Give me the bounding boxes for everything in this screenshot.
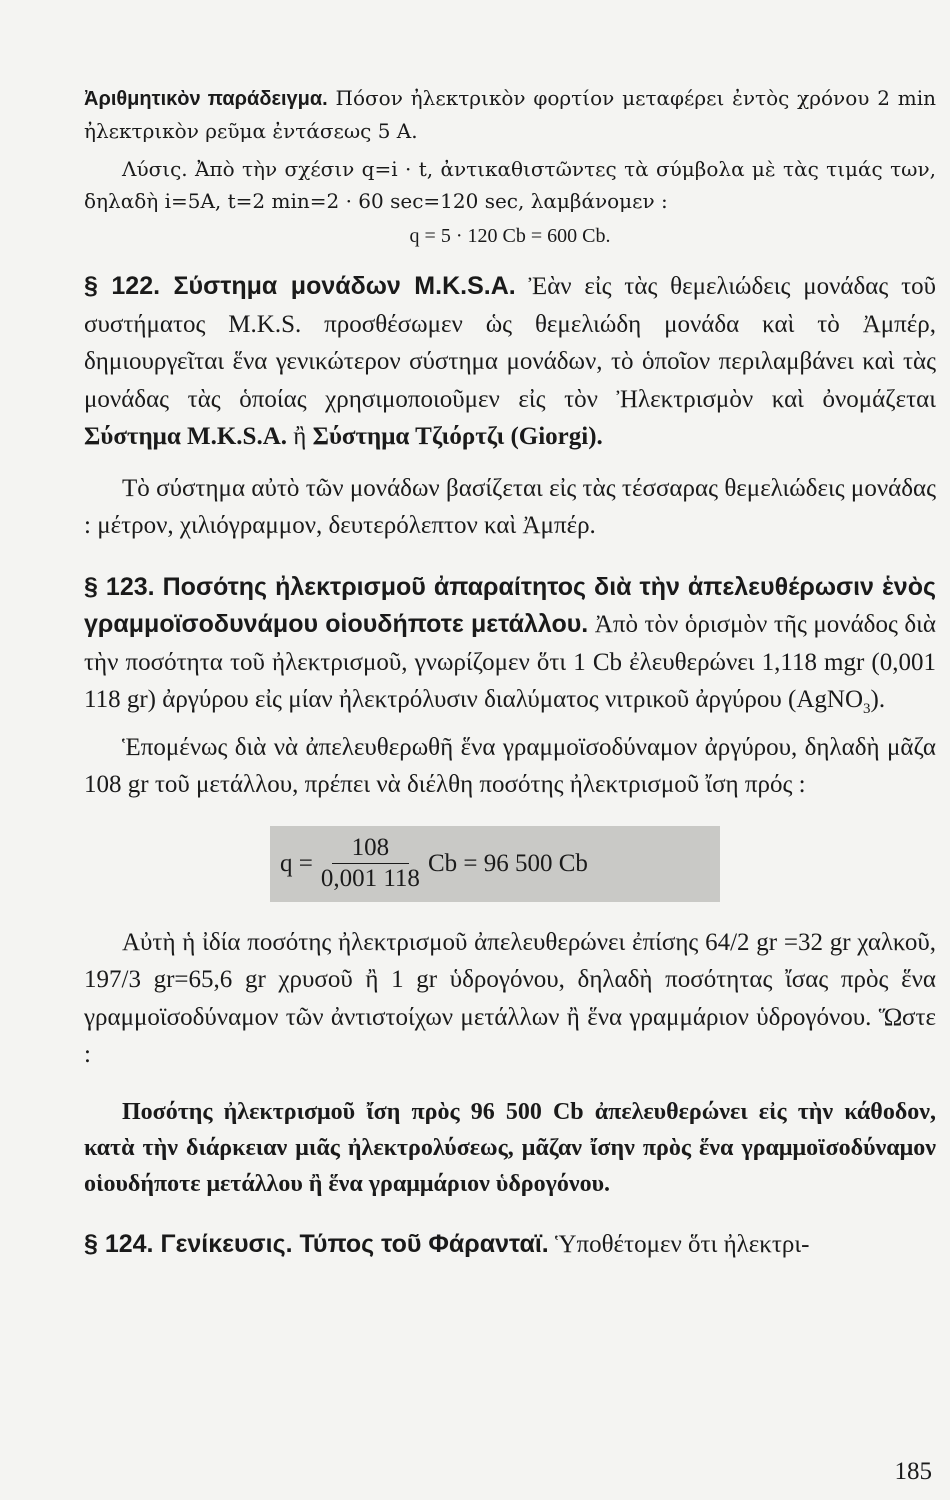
formula-lhs: q =: [280, 849, 313, 877]
page-number: 185: [894, 1458, 932, 1485]
solution-paragraph: [84, 153, 936, 217]
section-122-text-2: ἢ: [287, 423, 313, 450]
section-124-number: § 124.: [84, 1229, 154, 1258]
formula-numerator: 108: [332, 833, 410, 864]
section-124-paragraph: [84, 1226, 936, 1264]
solution-text: Ἀπὸ τὴν σχέσιν q=i · t, ἀντικαθιστῶντες τὰ σύμβολα μὲ τὰς τιμάς των, δηλαδὴ i=5A, t=2 min=2 · 60 sec=120 sec, λαμβάνομεν :: [84, 157, 936, 213]
page-body: [84, 82, 936, 1263]
formula-rhs: Cb = 96 500 Cb: [427, 849, 588, 877]
section-122-bold-1: Σύστημα M.K.S.A.: [84, 423, 288, 450]
section-122-text-1: Ἐὰν εἰς τὰς θεμελιώδεις μονάδας τοῦ συστήματος M.K.S. προσθέσωμεν ὡς θεμελιώδη μονάδα καὶ τὸ Ἀμπέρ, δημιουργεῖται ἕνα γενικώτερον σύστημα μονάδων, τὸ ὁποῖον περιλαμβάνει καὶ τὰς μονάδας τὰς ὁποίας χρησιμοποιοῦμεν εἰς τὸν Ἠλεκτρισμὸν καὶ ὀνομάζεται: [84, 273, 937, 413]
example-question: Πόσον ἠλεκτρικὸν φορτίον μεταφέρει ἐντὸς χρόνου 2 min ἠλεκτρικὸν ρεῦμα ἐντάσεως 5 A.: [84, 86, 936, 143]
section-123-title: Ποσότης ἠλεκτρισμοῦ ἀπαραίτητος διὰ τὴν ἀπελευθέρωσιν ἑνὸς γραμμοϊσοδυνάμου οἱουδήποτε μετάλλου.: [84, 572, 936, 638]
section-123-text-1-end: ).: [870, 686, 886, 713]
section-124-title: Γενίκευσις. Τύπος τοῦ Φάρανταϊ.: [153, 1229, 549, 1258]
section-122-number: § 122.: [84, 272, 161, 300]
section-122-paragraph: [84, 268, 936, 456]
section-123-subscript: 3: [863, 701, 871, 717]
section-123-paragraph: [84, 569, 936, 729]
section-123-number: § 123.: [84, 572, 155, 601]
solution-label: Λύσις.: [122, 157, 188, 181]
section-122-title: Σύστημα μονάδων M.K.S.A.: [160, 272, 516, 300]
faraday-rule: Ποσότης ἠλεκτρισμοῦ ἴση πρὸς 96 500 Cb ἀπελευθερώνει εἰς τὴν κάθοδον, κατὰ τὴν διάρκειαν μιᾶς ἠλεκτρολύσεως, μᾶζαν ἴσην πρὸς ἕνα γραμμοϊσοδύναμον οἱουδήποτε μετάλλου ἢ ἕνα γραμμάριον ὑδρογόνου.: [84, 1098, 936, 1197]
example-heading: Ἀριθμητικὸν παράδειγμα.: [84, 88, 328, 110]
example-equation: q = 5 · 120 Cb = 600 Cb.: [409, 225, 611, 247]
example-paragraph: [84, 82, 936, 147]
section-123-paragraph-3: Αὐτὴ ἡ ἰδία ποσότης ἠλεκτρισμοῦ ἀπελευθερώνει ἐπίσης 64/2 gr =32 gr χαλκοῦ, 197/3 gr=65,6 gr χρυσοῦ ἢ 1 gr ὑδρογόνου, δηλαδὴ ποσότητας ἴσας πρὸς ἕνα γραμμοϊσοδύναμον τῶν ἀντιστοίχων μετάλλων ἢ ἕνα γραμμάριον ὑδρογόνου. Ὥστε :: [84, 928, 936, 1068]
section-122-paragraph-2: Τὸ σύστημα αὐτὸ τῶν μονάδων βασίζεται εἰς τὰς τέσσαρας θεμελιώδεις μονάδας : μέτρον, χιλιόγραμμον, δευτερόλεπτον καὶ Ἀμπέρ.: [84, 474, 936, 539]
section-124-text: Ὑποθέτομεν ὅτι ἠλεκτρι-: [548, 1230, 810, 1258]
formula-denominator: 0,001 118: [320, 865, 420, 892]
section-122-bold-2: Σύστημα Τζιόρτζι (Giorgi).: [312, 423, 603, 450]
faraday-formula: [270, 826, 720, 902]
section-123-text-1: Ἀπὸ τὸν ὁρισμὸν τῆς μονάδος διὰ τὴν ποσότητα τοῦ ἠλεκτρισμοῦ, γνωρίζομεν ὅτι 1 Cb ἐλευθερώνει 1,118 mgr (0,001 118 gr) ἀργύρου εἰς μίαν ἠλεκτρόλυσιν διαλύματος νιτρικοῦ ἀργύρου (AgNO: [84, 611, 936, 713]
formula-fraction: [321, 833, 420, 894]
section-123-paragraph-2: Ἑπομένως διὰ νὰ ἀπελευθερωθῆ ἕνα γραμμοϊσοδύναμον ἀργύρου, δηλαδὴ μᾶζα 108 gr τοῦ μετάλλου, πρέπει νὰ διέλθη ποσότης ἠλεκτρισμοῦ ἴση πρός :: [84, 733, 936, 798]
